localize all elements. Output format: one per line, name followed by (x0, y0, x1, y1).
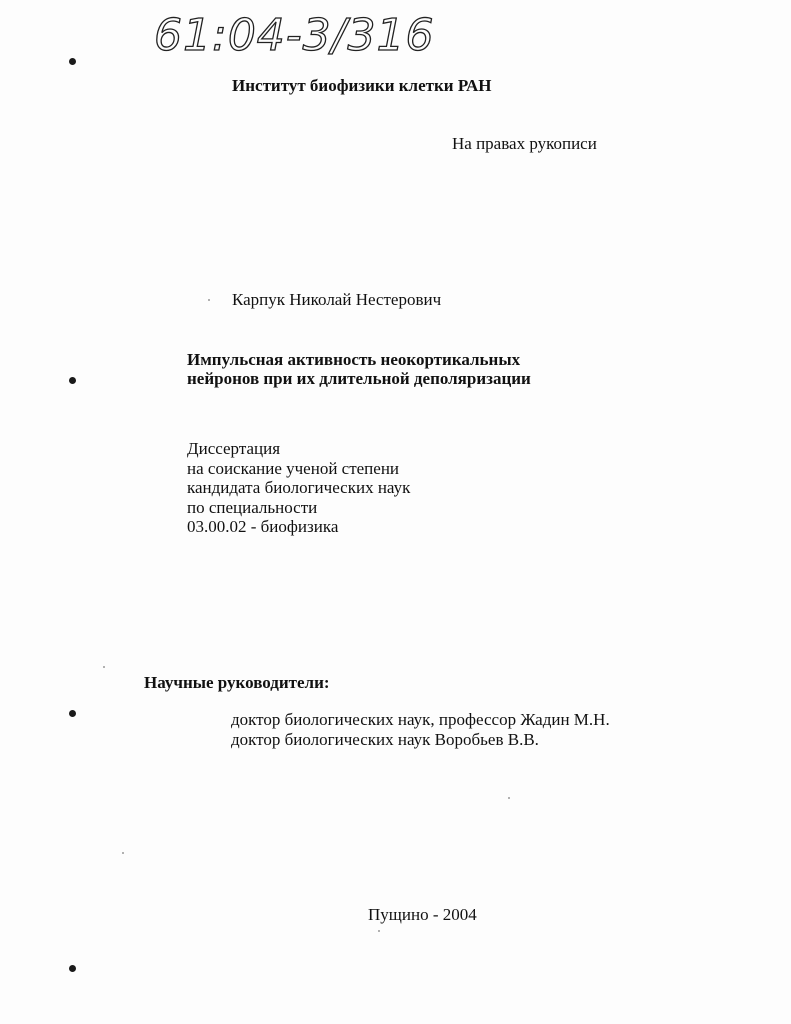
place-and-year: Пущино - 2004 (368, 905, 477, 924)
degree-line-4: по специальности (187, 497, 318, 517)
degree-line-2: на соискание ученой степени (187, 458, 400, 478)
degree-info (187, 439, 410, 537)
scan-speck (122, 852, 124, 854)
handwritten-archive-code (150, 6, 490, 66)
degree-line-5: 03.00.02 - биофизика (187, 517, 339, 536)
scan-speck (508, 797, 510, 799)
binding-hole-mark (69, 58, 76, 65)
advisors-list (231, 710, 610, 750)
scan-speck (103, 666, 105, 668)
title-line-1: Импульсная активность неокортикальных (187, 350, 521, 369)
binding-hole-mark (69, 710, 76, 717)
binding-hole-mark (69, 965, 76, 972)
advisor-2: доктор биологических наук Воробьев В.В. (231, 730, 539, 749)
advisor-1: доктор биологических наук, профессор Жадин М.Н. (231, 710, 610, 729)
scan-speck (378, 930, 380, 932)
author-name: Карпук Николай Нестерович (232, 290, 442, 309)
archive-code-text: 61:04-3/316 (154, 10, 435, 61)
title-line-2: нейронов при их длительной деполяризации (187, 369, 531, 388)
dissertation-title (187, 350, 531, 388)
binding-hole-mark (69, 377, 76, 384)
institute-name: Институт биофизики клетки РАН (232, 76, 492, 95)
degree-line-3: кандидата биологических наук (187, 478, 411, 497)
advisors-heading: Научные руководители: (144, 673, 330, 692)
degree-line-1: Диссертация (187, 439, 281, 458)
manuscript-rights-note: На правах рукописи (452, 134, 597, 153)
scan-speck (208, 299, 210, 301)
